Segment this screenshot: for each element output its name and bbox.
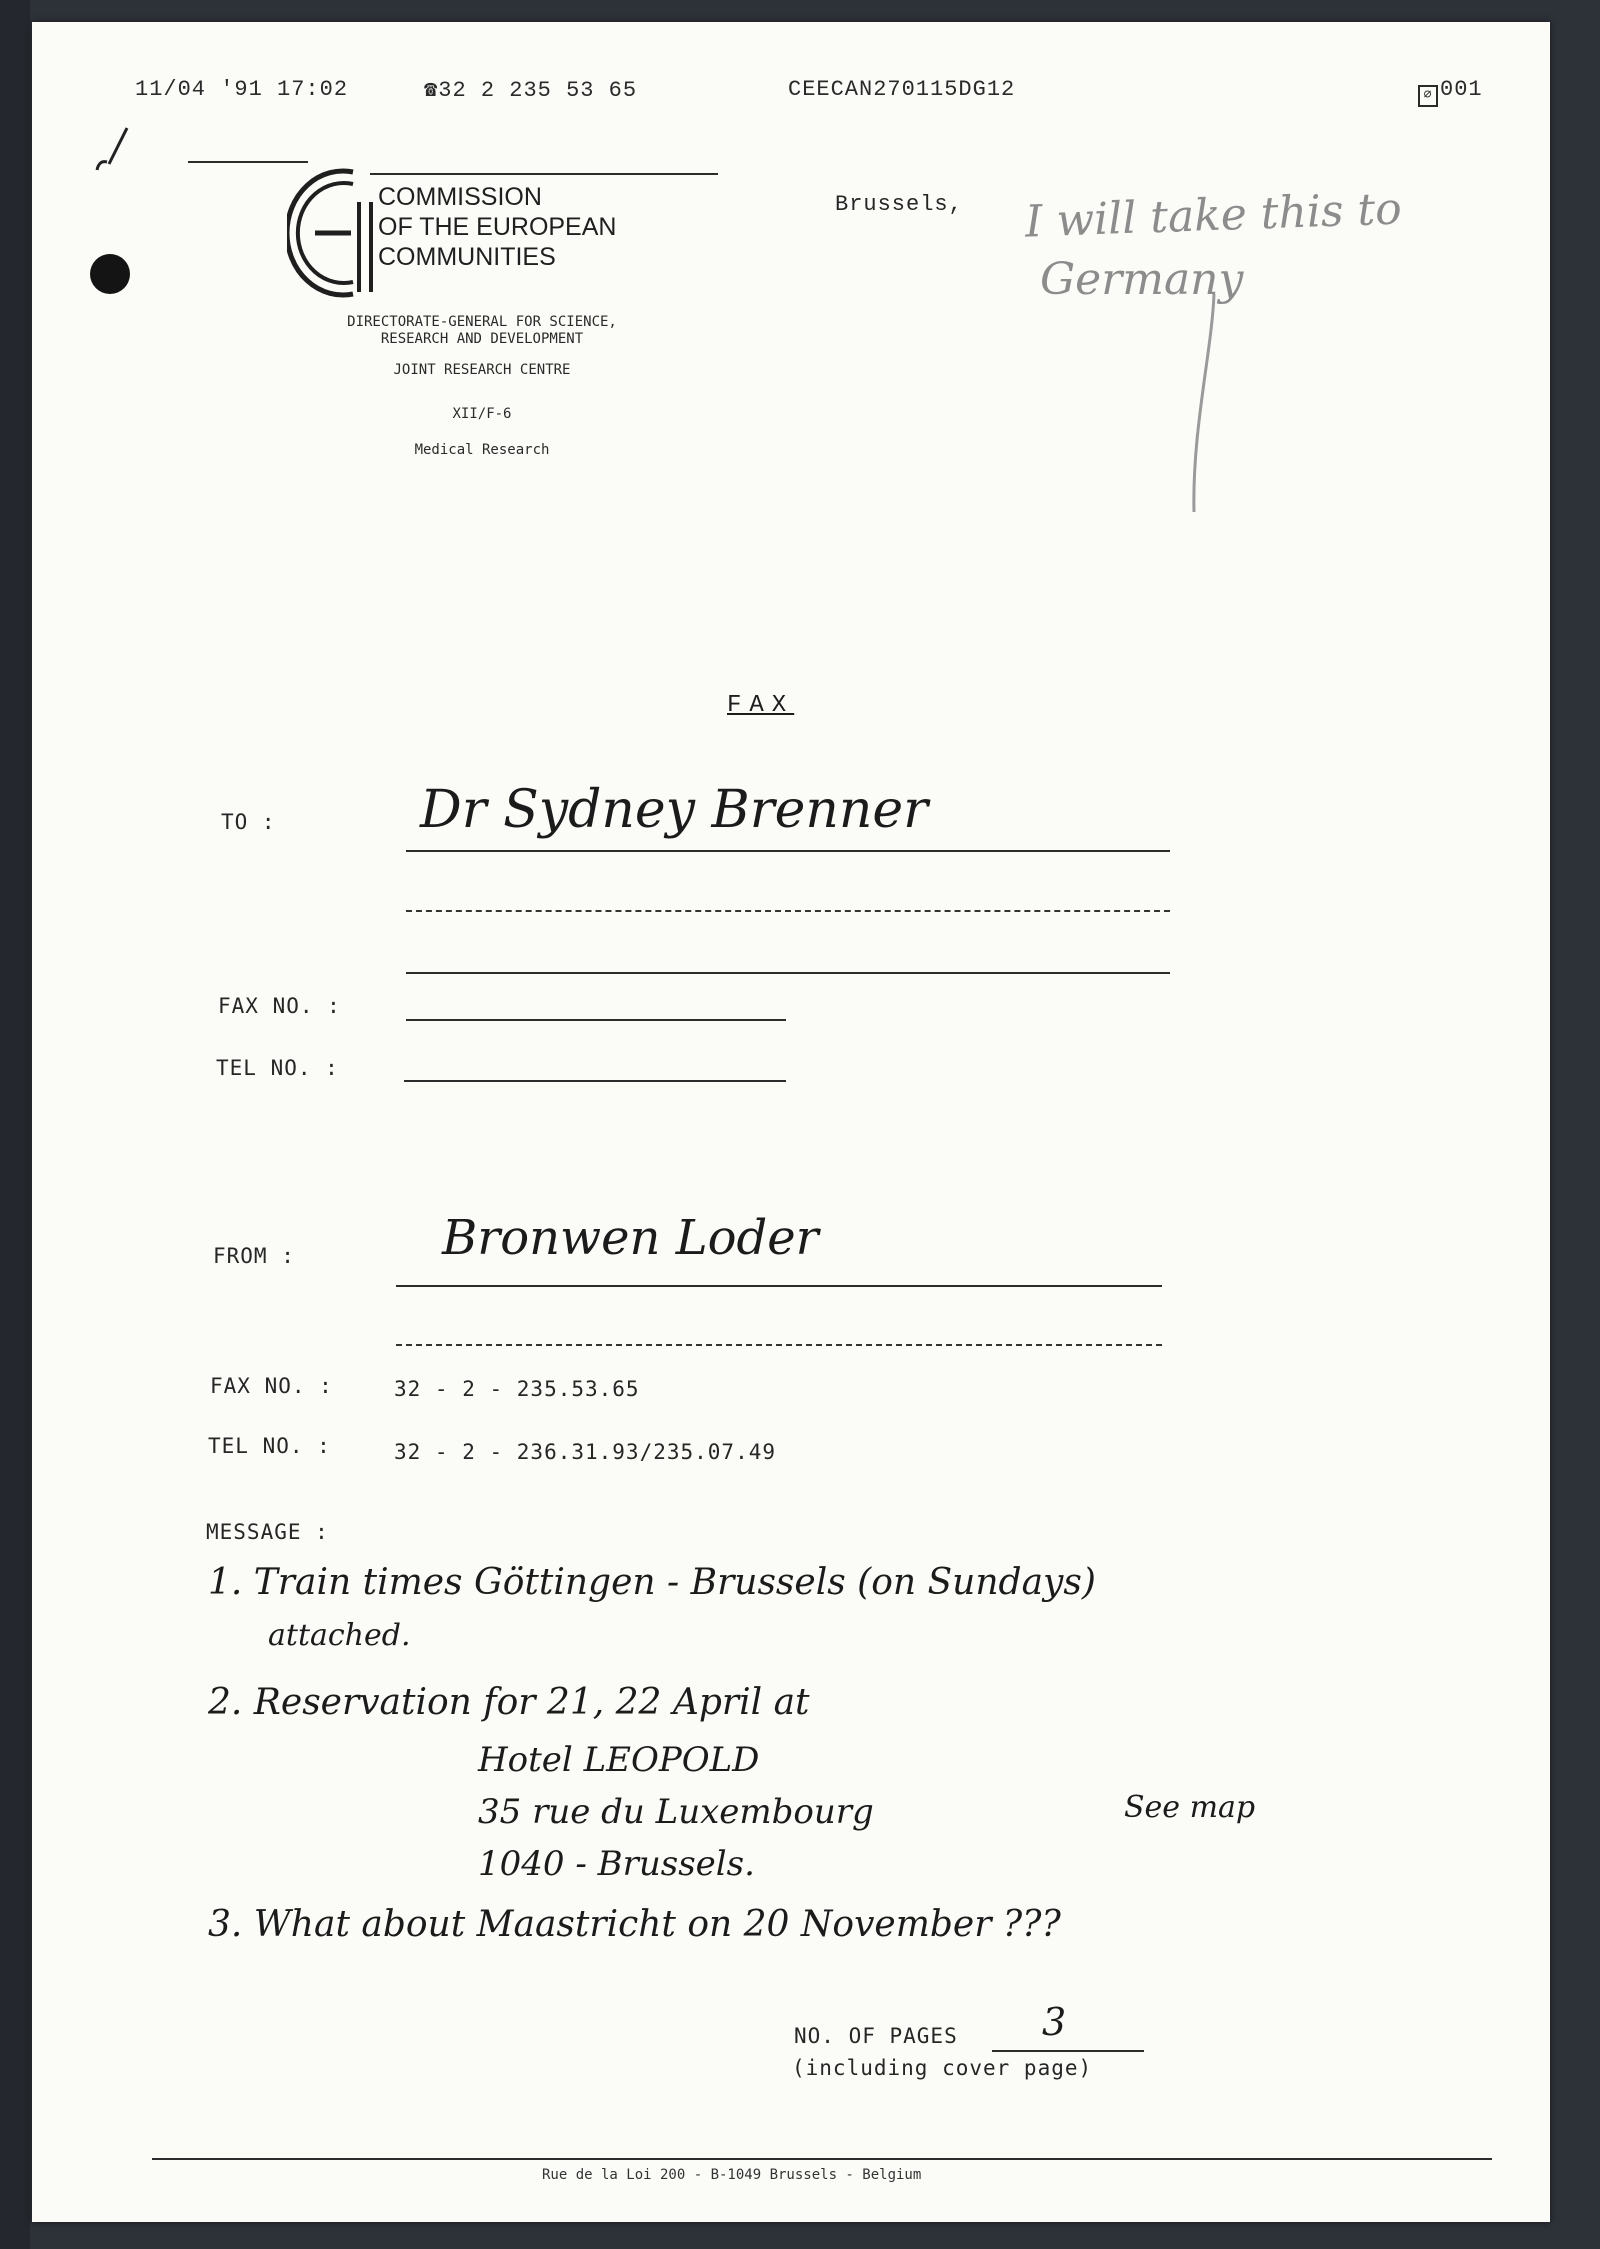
scan-background	[0, 0, 30, 2249]
pencil-note-line1: I will take this to	[1024, 183, 1403, 248]
from-fax-value: 32 - 2 - 235.53.65	[394, 1377, 640, 1401]
place-brussels: Brussels,	[835, 192, 963, 217]
to-tel-label: TEL NO. :	[216, 1056, 339, 1080]
message-item2-note: See map	[1124, 1790, 1256, 1825]
message-item2-hotel: Hotel LEOPOLD	[478, 1740, 760, 1780]
to-line-3	[406, 972, 1170, 974]
checkbox-icon: ∅	[1418, 85, 1438, 107]
punch-hole	[90, 254, 130, 294]
from-line-2	[396, 1344, 1162, 1346]
to-fax-label: FAX NO. :	[218, 994, 341, 1018]
ec-logo-icon	[287, 162, 392, 302]
org-name-line2: OF THE EUROPEAN	[378, 213, 617, 241]
footer-rule	[152, 2158, 1492, 2160]
directorate-general-line2: RESEARCH AND DEVELOPMENT	[380, 331, 584, 347]
message-item3: 3. What about Maastricht on 20 November ???	[208, 1904, 1061, 1945]
from-label: FROM :	[213, 1244, 295, 1268]
footer-address: Rue de la Loi 200 - B-1049 Brussels - Belgium	[542, 2167, 922, 2183]
message-item2-city: 1040 - Brussels.	[478, 1844, 755, 1884]
joint-research-centre: JOINT RESEARCH CENTRE	[393, 362, 571, 378]
to-tel-line	[404, 1080, 786, 1082]
message-item1-line2: attached.	[268, 1618, 411, 1653]
directorate-general-line1: DIRECTORATE-GENERAL FOR SCIENCE,	[347, 314, 617, 330]
fax-page-counter: ∅ 001	[1418, 77, 1483, 107]
to-fax-line	[406, 1019, 786, 1021]
pencil-stroke	[1172, 290, 1232, 520]
org-name-line1: COMMISSION	[378, 183, 542, 211]
to-line-1	[406, 850, 1170, 852]
to-label: TO :	[221, 810, 276, 834]
to-recipient: Dr Sydney Brenner	[420, 780, 928, 840]
org-name-line3: COMMUNITIES	[378, 243, 556, 271]
fax-datetime: 11/04 '91 17:02	[135, 77, 349, 102]
pages-line	[992, 2050, 1144, 2052]
from-fax-label: FAX NO. :	[210, 1374, 333, 1398]
department-name: Medical Research	[414, 442, 550, 458]
letterhead-rule-right	[370, 173, 718, 175]
to-line-2	[406, 910, 1170, 912]
fax-transmission-code: CEECAN270115DG12	[788, 77, 1016, 102]
from-line-1	[396, 1285, 1162, 1287]
from-tel-label: TEL NO. :	[208, 1434, 331, 1458]
pencil-note-line2: Germany	[1040, 254, 1244, 305]
fax-cover-sheet	[32, 22, 1550, 2222]
message-item2-line1: 2. Reservation for 21, 22 April at	[208, 1682, 810, 1723]
pages-note: (including cover page)	[792, 2056, 1093, 2080]
unit-code: XII/F-6	[452, 406, 512, 422]
pages-count: 3	[1042, 2000, 1067, 2044]
message-item2-street: 35 rue du Luxembourg	[478, 1792, 874, 1832]
document-title: FAX	[727, 692, 795, 719]
pages-label: NO. OF PAGES	[794, 2024, 958, 2048]
from-tel-value: 32 - 2 - 236.31.93/235.07.49	[394, 1440, 777, 1464]
message-label: MESSAGE :	[206, 1520, 329, 1544]
message-item1-line1: 1. Train times Göttingen - Brussels (on Sundays)	[208, 1562, 1096, 1603]
from-sender: Bronwen Loder	[442, 1210, 819, 1266]
fax-sender-phone: ☎32 2 235 53 65	[424, 78, 638, 103]
pen-mark-icon	[87, 120, 137, 180]
